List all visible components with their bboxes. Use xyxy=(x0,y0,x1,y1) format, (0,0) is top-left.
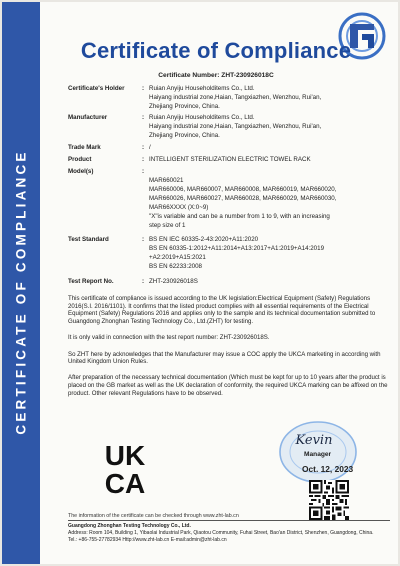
ukca-bottom-text: CA xyxy=(104,468,146,495)
issue-date: Oct. 12, 2023 xyxy=(302,464,354,474)
field-label: Model(s) xyxy=(68,168,94,175)
paragraph: So ZHT here by acknowledges that the Manufacturer may issue a COC apply the UKCA marketing in according with United Kingdom Union Rules. xyxy=(68,350,381,366)
paragraph: This certificate of compliance is issued according to the UK legislation:Electrical Equipment (Safety) Regulations 2016(S.I. 2016/1101). It confirms that the listed product complies with all essential requirements of the Electrical Equipment (Safety) Regulations 2016 and applies only to the sample and its technical documentation submitted to Guangdong Zhonghan Testing Technology Co., Ltd.(ZHT) for testing. xyxy=(68,295,376,326)
footer-address: Address: Room 104, Building 1, Yibaolai Industrial Park, Qiaotou Community, Fuhai Street, Bao'an District, Shenzhen, Guangdong, China. xyxy=(68,530,374,536)
footer-contact: Tel.: +86-755-27782934 Http://www.zht-lab.cn E-mail:admin@zht-lab.cn xyxy=(68,537,227,543)
compliance-statement xyxy=(68,295,390,406)
footer xyxy=(68,523,390,544)
footer-divider xyxy=(68,520,390,521)
paragraph: It is only valid in connection with the test report number: ZHT-230926018S. xyxy=(68,334,270,342)
field-value: / xyxy=(149,144,151,151)
ukca-top-text: UK xyxy=(104,440,146,471)
field-label: Trade Mark xyxy=(68,144,101,151)
footer-company: Guangdong Zhonghan Testing Technology Co., Ltd. xyxy=(68,523,191,529)
sidebar-vertical-text: CERTIFICATE OF COMPLIANCE xyxy=(13,149,29,435)
field-value: ZHT-230926018S xyxy=(149,278,198,285)
field-value: MAR660021 MAR660006, MAR660007, MAR660008, MAR660019, MAR660020, MAR660026, MAR660027, MAR660028, MAR660029, MAR660030, MAR66XXXX (X:0~9) "X"is variable and can be a number from 1 to 9, with an increasing step size of 1 xyxy=(149,177,337,229)
field-label: Certificate's Holder xyxy=(68,85,125,92)
field-label: Manufacturer xyxy=(68,114,108,121)
verification-note: The information of the certificate can be checked through www.zht-lab.cn xyxy=(68,513,239,519)
field-value: Ruian Anyiju Householditems Co., Ltd. Haiyang industrial zone,Haian, Tangxiazhen, Wenzhou, Rui'an, Zhejiang Province, China. xyxy=(149,85,322,110)
certificate-title: Certificate of Compliance xyxy=(80,38,352,63)
sidebar-banner xyxy=(2,2,40,564)
ukca-mark xyxy=(96,439,154,495)
field-label: Test Report No. xyxy=(68,278,114,285)
certificate-page: CERTIFICATE OF COMPLIANCE Certificate of Compliance Certificate Number: ZHT-230926018C Certificate's Holder : Ruian Anyiju Householditems Co., Ltd. Haiyang industrial zone,Haian, Tangxiazhen, Wenzhou, Rui'an, Zhejiang Province, China. Manufacturer : Ruian Anyiju Householditems Co., Ltd. Haiyang industrial zone,Haian, Tangxiazhen, Wenzhou, Rui'an, Zhejiang Province, China. Trade Mark : / Product : INTELLIGENT STERILIZATION ELECTRIC TOWEL RACK Model(s) : MAR660021 MAR660006, MAR660007, MAR660008, MAR660019, MAR660020, MAR660026, MAR660027, MAR660028, MAR660029, MAR660030, MAR66XXXX (X:0~9) "X"is variable and can be a number from 1 to 9, with an increasing step size of 1 Test Standard : BS EN IEC 60335-2-43:2020+A11:2020 BS EN 60335-1:2012+A11:2014+A13:2017+A1:2019+A14:2019 +A2:2019+A15:2021 BS EN 62233:2008 Test Report No. : ZHT-230926018S This certificate of compliance is issued according to the UK legislation:Electrical Equipment (Safety) Regulations 2016(S.I. 2016/1101). It confirms that the listed product complies with all essential requirements of the Electrical Equipment (Safety) Regulations 2016 and applies only to the sample and its technical documentation submitted to Guangdong Zhonghan Testing Technology Co., Ltd.(ZHT) for testing. It is only valid in connection with the test report number: ZHT-230926018S. So ZHT here by acknowledges that the Manufacturer may issue a COC apply the UKCA marketing in according with United Kingdom Union Rules. After preparation of the necessary technical documentation (Which must be kept for up to 10 years after the product is placed on the GB market as well as the UK declaration of conformity, the required UKCA marking can be affixed on the product. Other relevant Regulations have to be observed. UK CA Kevin Manager Oct. 12, 2023 The information of the certificate can be checked through www.zht-lab.cn Guangdong Zhonghan Testing Technology Co., Ltd. Address: Room 104, Building 1, Yibaolai Industrial Park, Qiaotou Community, Fuhai Street, Bao'an District, Shenzhen, Guangdong, China. Tel.: +86-755-27782934 Http://www.zht-lab.cn E-mail:admin@zht-lab.cn xyxy=(2,2,398,564)
manager-label: Manager xyxy=(304,451,332,458)
qr-code-icon xyxy=(309,480,349,520)
signature: Kevin xyxy=(295,433,333,448)
field-label: Product xyxy=(68,156,92,163)
paragraph: After preparation of the necessary technical documentation (Which must be kept for up to 10 years after the product is placed on the GB market as well as the UK declaration of conformity, the required UKCA marking can be affixed on the product. Other relevant Regulations have to be observed. xyxy=(68,374,388,397)
field-value: INTELLIGENT STERILIZATION ELECTRIC TOWEL RACK xyxy=(149,156,311,163)
field-label: Test Standard xyxy=(68,236,109,243)
certificate-number: Certificate Number: ZHT-230926018C xyxy=(158,72,274,79)
field-value: Ruian Anyiju Householditems Co., Ltd. Haiyang industrial zone,Haian, Tangxiazhen, Wenzhou, Rui'an, Zhejiang Province, China. xyxy=(149,114,322,139)
field-value: BS EN IEC 60335-2-43:2020+A11:2020 BS EN 60335-1:2012+A11:2014+A13:2017+A1:2019+A14:2019 +A2:2019+A15:2021 BS EN 62233:2008 xyxy=(149,236,325,270)
